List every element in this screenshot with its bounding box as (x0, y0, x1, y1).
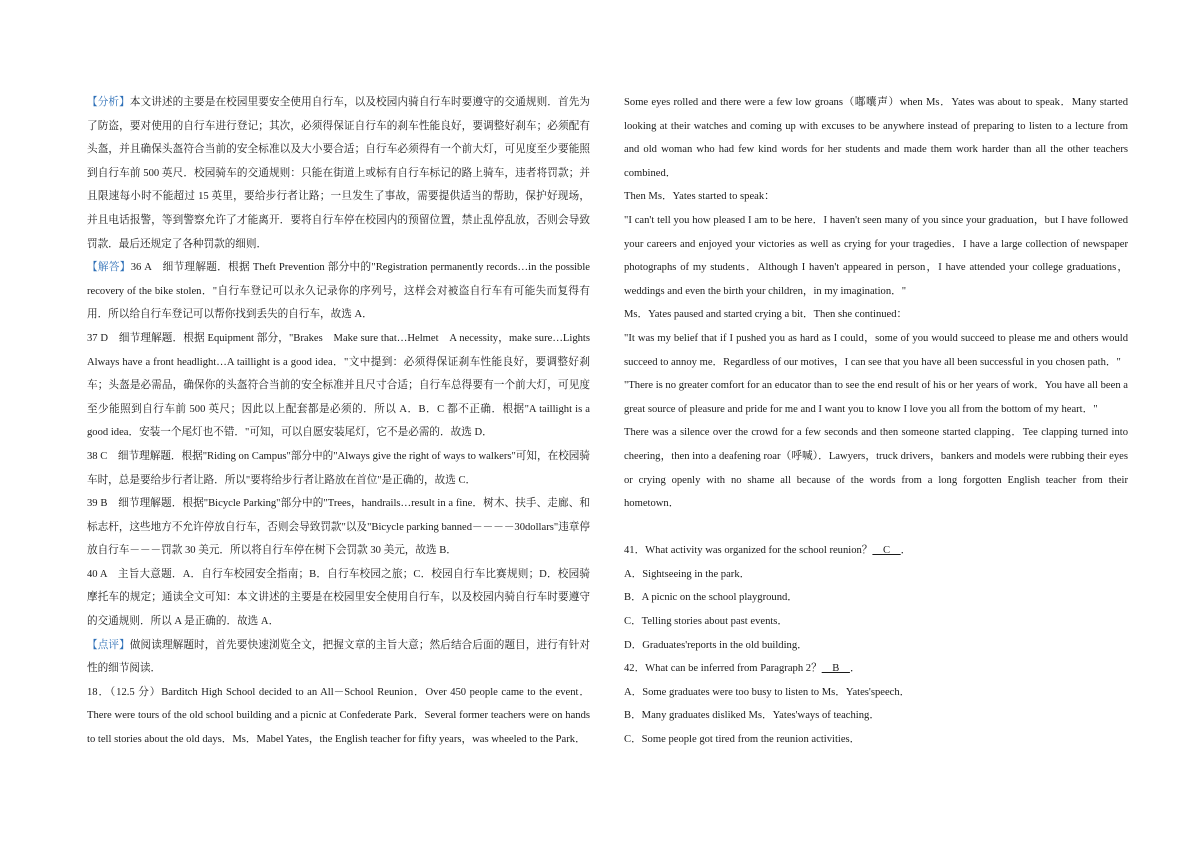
question-41: 41．What activity was organized for the school reunion？ C ． (624, 545, 912, 557)
comment-tag: 【点评】 (87, 639, 130, 651)
left-column (87, 91, 590, 752)
comment-paragraph (87, 634, 590, 681)
comment-text: 做阅读理解题时，首先要快速浏览全文，把握文章的主旨大意；然后结合后面的题目，进行有针对性的细节阅读． (87, 639, 591, 675)
blank-line (624, 516, 1128, 540)
analysis-tag: 【分析】 (87, 97, 130, 108)
passage-paragraph-1: Some eyes rolled and there were a few low groans（嘟囔声）when Ms．Yates was about to speak．Many started looking at their watches and coming up with excuses to be anywhere instead of preparing to listen to a lecture from and old woman who had few kind words for her students and made them work harder than all the other teachers combined． (624, 97, 1128, 179)
question-42-option-c: C．Some people got tired from the reunion activities． (624, 734, 861, 746)
passage-paragraph-6: "There is no greater comfort for an educator than to see the end result of his or her years of work．You have all been a great source of pleasure and pride for me and I want you to know I love you all from the bottom of my heart．" (624, 380, 1128, 415)
passage-paragraph-7: There was a silence over the crowd for a few seconds and then someone started clapping．Tee clapping turned into cheering，then into a deafening roar（呼喊）．Lawyers，truck drivers，bankers and models were rubbing their eyes or crying openly with no shame all because of the words from a long forgotten English teacher from their hometown． (624, 427, 1128, 510)
answer-40: 40 A 主旨大意题．A．自行车校园安全指南；B．自行车校园之旅；C．校园自行车比赛规则；D．校园骑摩托车的规定；通读全文可知：本文讲述的主要是在校园里安全使用自行车，以及校园内骑自行车时要遵守的交通规则．所以 A 是正确的．故选 A． (87, 568, 590, 628)
analysis-text: 本文讲述的主要是在校园里要安全使用自行车，以及校园内骑自行车时要遵守的交通规则．首先为了防盗，要对使用的自行车进行登记；其次，必须得保证自行车的刹车性能良好，要调整好刹车；必须配有头盔，并且确保头盔符合当前的安全标准以及大小要合适；自行车必须得有一个前大灯，可见度至少要能照到自行车前 500 英尺．校园骑车的交通规则：只能在街道上或标有自行车标记的路上骑车，违者将罚款；并且限速每小时不能超过 15 英里，要给步行者让路；一旦发生了事故，需要提供适当的帮助，保护好现场，并且电话报警，等到警察允许了才能离开．要将自行车停在校园内的预留位置，禁止乱停乱放，否则会导致罚款．最后还规定了各种罚款的细则． (87, 97, 591, 250)
question-41-text: 41．What activity was organized for the school reunion？ (624, 545, 873, 557)
question-42-text: 42．What can be inferred from Paragraph 2？ (624, 663, 822, 675)
passage-paragraph-4: Ms．Yates paused and started crying a bit．Then she continued： (624, 309, 908, 321)
question-42: 42．What can be inferred from Paragraph 2？ B ． (624, 663, 861, 675)
answer-36-text: 36 A 细节理解题．根据 Theft Prevention 部分中的"Registration permanently records…in the possible recovery of the bike stolen．"自行车登记可以永久记录你的序列号，这样会对被盗自行车有可能失而复得有用．所以给自行车登记可以帮你找到丢失的自行车，故选 A． (87, 262, 591, 321)
analysis-paragraph (87, 91, 590, 256)
question-41-option-d: D．Graduates'reports in the old building． (624, 639, 808, 651)
question-42-option-b: B．Many graduates disliked Ms．Yates'ways of teaching． (624, 710, 880, 722)
question-41-option-b: B．A picnic on the school playground． (624, 592, 798, 604)
question-42-answer: B (821, 663, 850, 675)
answer-36 (87, 256, 590, 327)
question-41-option-a: A．Sightseeing in the park． (624, 568, 751, 580)
question-41-answer: C (872, 545, 901, 557)
question-18-intro: 18．（12.5 分）Barditch High School decided to an All－School Reunion．Over 450 people came to the event．There were tours of the old school building and a picnic at Confederate Park．Several former teachers were on hands to tell stories about the old days．Ms．Mabel Yates，the English teacher for fifty years，was wheeled to the Park． (87, 686, 590, 746)
answer-37: 37 D 细节理解题．根据 Equipment 部分，"Brakes Make sure that…Helmet A necessity，make sure…Lights Always have a front headlight…A taillight is a good idea．"文中提到：必须得保证刹车性能良好，要调整好刹车；头盔是必需品，确保你的头盔符合当前的安全标准并且尺寸合适；自行车总得要有一个前大灯，可见度至少能照到自行车前 500 英尺；因此以上配套都是必须的．所以 A．B．C 都不正确．根据"A taillight is a good idea．安装一个尾灯也不错．"可知，可以自愿安装尾灯，它不是必需的．故选 D． (87, 332, 590, 439)
question-42-option-a: A．Some graduates were too busy to listen to Ms．Yates'speech． (624, 686, 911, 698)
passage-paragraph-2: Then Ms．Yates started to speak： (624, 191, 775, 203)
answer-39: 39 B 细节理解题．根据"Bicycle Parking"部分中的"Trees，handrails…result in a fine．树木、扶手、走廊、和标志杆，这些地方不允许停放自行车，否则会导致罚款"以及"Bicycle parking banned－－－－30dollars"违章停放自行车－－－罚款 30 美元．所以将自行车停在树下会罚款 30 美元，故选 B． (87, 498, 590, 557)
right-column (624, 91, 1128, 752)
question-41-option-c: C．Telling stories about past events． (624, 616, 789, 628)
passage-paragraph-3: "I can't tell you how pleased I am to be here．I haven't seen many of you since your graduation，but I have followed your careers and enjoyed your victories as well as crying for your tragedies．I have a large collection of newspaper photographs of my students．Although I haven't appeared in person，I have attended your college graduations，weddings and even the birth your children，in my imagination．" (624, 214, 1128, 297)
answer-38: 38 C 细节理解题．根据"Riding on Campus"部分中的"Always give the right of ways to walkers"可知，在校园骑车时，总是要给步行者让路．所以"要将给步行者让路放在首位"是正确的，故选 C． (87, 450, 590, 486)
answer-tag: 【解答】 (87, 262, 131, 274)
passage-paragraph-5: "It was my belief that if I pushed you as hard as I could，some of you would succeed to please me and others would succeed to annoy me．Regardless of our motives，I can see that you have all been successful in you chosen path．" (624, 332, 1128, 368)
